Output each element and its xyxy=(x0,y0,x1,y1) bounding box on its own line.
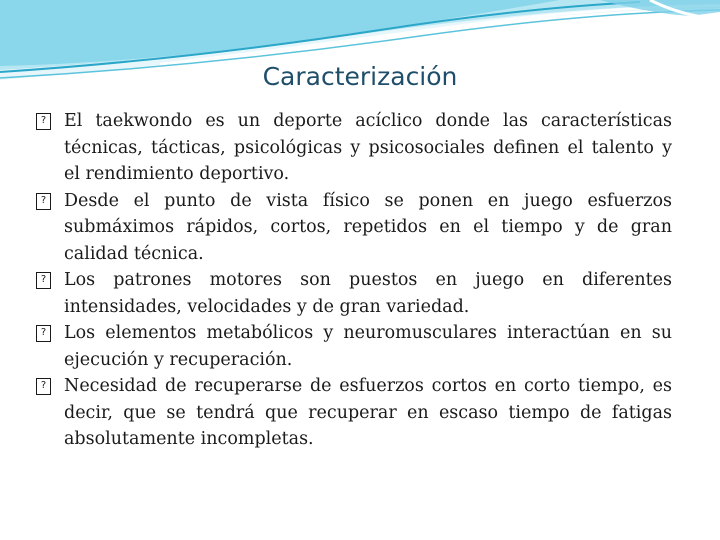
bullet-text: Necesidad de recuperarse de esfuerzos cortos en corto tiempo, es decir, que se tendrá que recuperar en escaso tiempo de fatigas absolutamente incompletas. xyxy=(64,376,672,449)
bullet-item xyxy=(36,188,672,268)
missing-glyph-bullet-icon: ? xyxy=(36,113,51,130)
missing-glyph-bullet-icon: ? xyxy=(36,378,51,395)
bullet-text: Los patrones motores son puestos en juego en diferentes intensidades, velocidades y de gran variedad. xyxy=(64,270,672,317)
bullet-item xyxy=(36,108,672,188)
bullet-item xyxy=(36,320,672,373)
bullet-text: Desde el punto de vista físico se ponen en juego esfuerzos submáximos rápidos, cortos, repetidos en el tiempo y de gran calidad técnica. xyxy=(64,190,672,264)
bullet-text: El taekwondo es un deporte acíclico donde las características técnicas, tácticas, psicológicas y psicosociales definen el talento y el rendimiento deportivo. xyxy=(64,111,672,184)
bullet-item xyxy=(36,267,672,320)
slide-title: Caracterización xyxy=(262,62,458,91)
missing-glyph-bullet-icon: ? xyxy=(36,325,51,342)
missing-glyph-bullet-icon: ? xyxy=(36,193,51,210)
bullet-item xyxy=(36,373,672,453)
bullet-list xyxy=(36,108,672,453)
bullet-text: Los elementos metabólicos y neuromusculares interactúan en su ejecución y recuperación. xyxy=(64,323,672,370)
missing-glyph-bullet-icon: ? xyxy=(36,272,51,289)
